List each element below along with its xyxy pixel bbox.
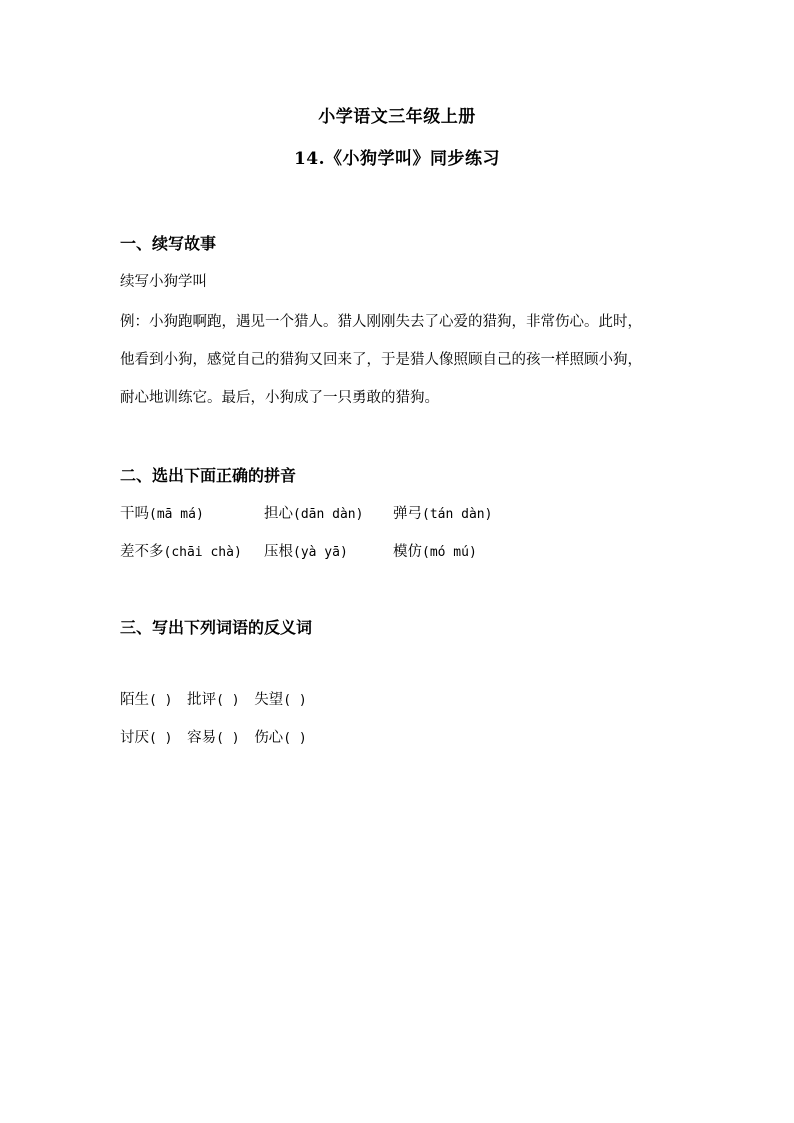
antonym-word: 失望	[254, 692, 284, 708]
answer-blank[interactable]: ( )	[216, 693, 240, 708]
answer-blank[interactable]: ( )	[216, 731, 240, 746]
pinyin-options: (yà yā)	[293, 545, 348, 560]
answer-blank[interactable]: ( )	[283, 731, 307, 746]
antonym-item	[254, 728, 306, 749]
section3-heading: 三、写出下列词语的反义词	[120, 618, 313, 637]
pinyin-word: 差不多	[120, 544, 164, 560]
example-line-1: 例：小狗跑啊跑，遇见一个猎人。猎人刚刚失去了心爱的猎狗，非常伤心。此时，	[120, 314, 642, 330]
pinyin-item	[393, 542, 477, 563]
answer-blank[interactable]: ( )	[149, 693, 173, 708]
pinyin-options: (mó mú)	[422, 545, 477, 560]
antonym-word: 容易	[187, 730, 217, 746]
pinyin-item	[120, 542, 242, 563]
antonym-item	[187, 690, 239, 711]
section1-heading: 一、续写故事	[120, 234, 217, 253]
antonym-item	[120, 728, 172, 749]
section2-heading: 二、选出下面正确的拼音	[120, 466, 297, 485]
page-title: 小学语文三年级上册	[318, 107, 476, 127]
pinyin-options: (chāi chà)	[163, 545, 242, 560]
pinyin-word: 模仿	[393, 544, 422, 560]
page-subtitle: 14.《小狗学叫》同步练习	[293, 149, 501, 169]
antonym-word: 伤心	[254, 730, 284, 746]
pinyin-item	[264, 542, 348, 563]
pinyin-word: 弹弓	[393, 506, 422, 522]
antonym-row	[120, 690, 317, 711]
answer-blank[interactable]: ( )	[283, 693, 307, 708]
example-line-3: 耐心地训练它。最后，小狗成了一只勇敢的猎狗。	[120, 390, 439, 406]
pinyin-options: (tán dàn)	[422, 507, 493, 522]
pinyin-item	[393, 504, 492, 525]
antonym-row	[120, 728, 317, 749]
answer-blank[interactable]: ( )	[149, 731, 173, 746]
antonym-word: 讨厌	[120, 730, 149, 746]
antonym-item	[254, 690, 306, 711]
antonym-word: 陌生	[120, 692, 149, 708]
pinyin-item	[120, 504, 204, 525]
pinyin-item	[264, 504, 363, 525]
pinyin-options: (mā má)	[149, 507, 204, 522]
antonym-word: 批评	[187, 692, 217, 708]
pinyin-word: 压根	[264, 544, 293, 560]
antonym-item	[187, 728, 239, 749]
pinyin-word: 干吗	[120, 506, 149, 522]
pinyin-options: (dān dàn)	[293, 507, 364, 522]
pinyin-word: 担心	[264, 506, 293, 522]
section1-prompt: 续写小狗学叫	[120, 274, 207, 290]
antonym-item	[120, 690, 172, 711]
example-line-2: 他看到小狗，感觉自己的猎狗又回来了，于是猎人像照顾自己的孩一样照顾小狗，	[120, 352, 642, 368]
